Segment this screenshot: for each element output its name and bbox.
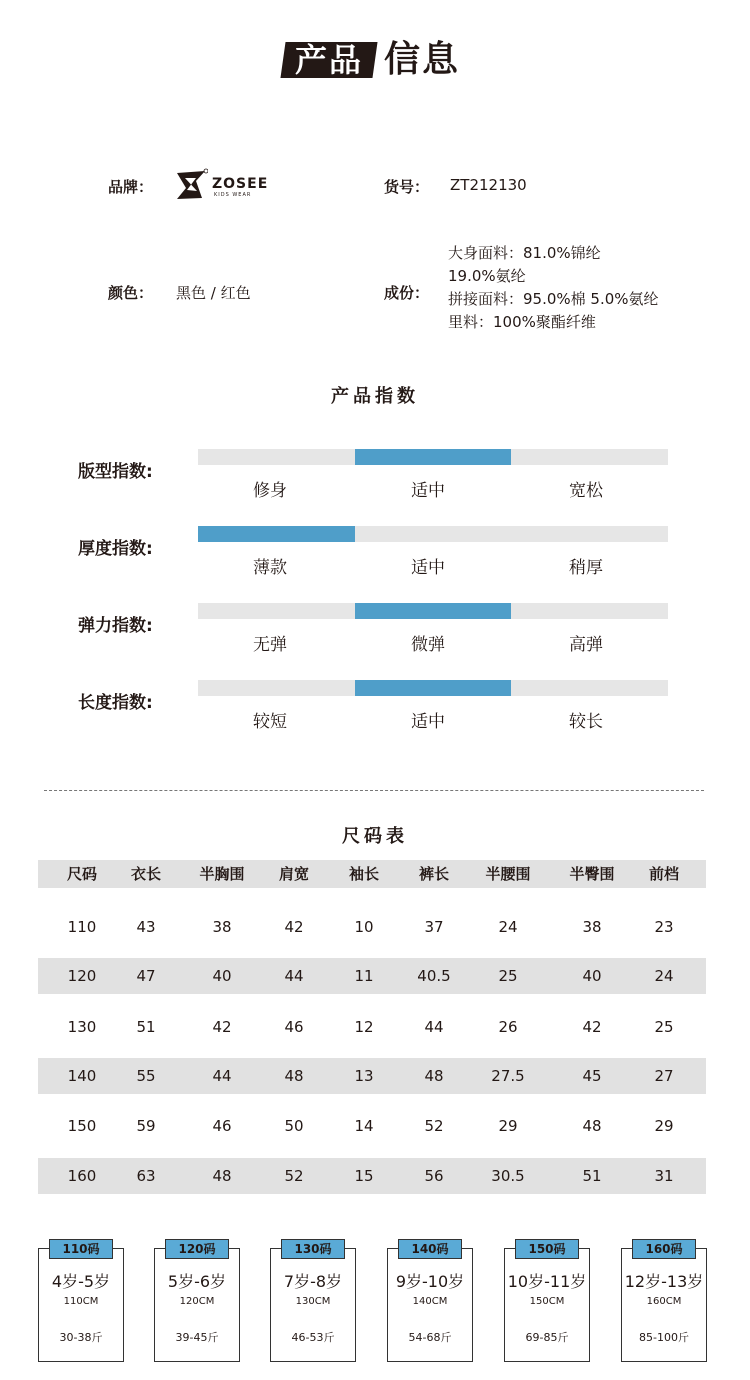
age-card-tag: 160码 bbox=[632, 1239, 696, 1259]
age-card-tag: 110码 bbox=[49, 1239, 113, 1259]
index-bar-track bbox=[198, 526, 668, 542]
age-card-height: 140CM bbox=[412, 1296, 448, 1307]
table-cell: 48 bbox=[424, 1067, 444, 1085]
age-card-height: 110CM bbox=[63, 1296, 99, 1307]
table-cell: 51 bbox=[136, 1018, 156, 1036]
age-card bbox=[504, 1242, 590, 1362]
composition-line: 19.0%氨纶 bbox=[448, 267, 526, 285]
table-cell: 14 bbox=[354, 1117, 374, 1135]
age-card-age: 12岁-13岁 bbox=[624, 1272, 704, 1291]
age-card-height: 120CM bbox=[179, 1296, 215, 1307]
age-card-tag: 150码 bbox=[515, 1239, 579, 1259]
index-bar-track bbox=[198, 449, 668, 465]
table-header-cell: 半胸围 bbox=[199, 865, 245, 883]
age-card-tag: 120码 bbox=[165, 1239, 229, 1259]
index-option: 宽松 bbox=[569, 481, 603, 501]
table-cell: 42 bbox=[284, 918, 304, 936]
dashed-divider bbox=[44, 790, 704, 791]
table-cell: 29 bbox=[654, 1117, 674, 1135]
table-row bbox=[38, 1009, 706, 1045]
color-label: 颜色： bbox=[108, 284, 154, 302]
table-cell: 48 bbox=[582, 1117, 602, 1135]
index-bar-fill bbox=[355, 449, 512, 465]
age-card bbox=[621, 1242, 707, 1362]
table-row bbox=[38, 1058, 706, 1094]
age-card-weight: 46-53斤 bbox=[291, 1331, 335, 1344]
table-cell: 44 bbox=[284, 967, 304, 985]
index-label: 弹力指数: bbox=[78, 616, 153, 636]
brand-label: 品牌： bbox=[108, 178, 154, 196]
index-option: 较短 bbox=[253, 712, 287, 732]
age-card-tag: 130码 bbox=[281, 1239, 345, 1259]
age-card bbox=[154, 1242, 240, 1362]
table-cell: 56 bbox=[424, 1167, 444, 1185]
index-label: 长度指数: bbox=[78, 693, 153, 713]
index-option: 适中 bbox=[411, 481, 445, 501]
table-cell: 24 bbox=[498, 918, 518, 936]
index-option: 薄款 bbox=[253, 558, 287, 578]
table-cell: 130 bbox=[67, 1018, 97, 1036]
table-row bbox=[38, 909, 706, 945]
table-cell: 44 bbox=[424, 1018, 444, 1036]
table-header-cell: 半腰围 bbox=[485, 865, 531, 883]
table-cell: 52 bbox=[424, 1117, 444, 1135]
index-label: 厚度指数: bbox=[78, 539, 153, 559]
composition-line: 拼接面料：95.0%棉 5.0%氨纶 bbox=[448, 290, 659, 308]
table-row bbox=[38, 1108, 706, 1144]
age-card bbox=[38, 1242, 124, 1362]
table-cell: 27.5 bbox=[491, 1067, 525, 1085]
logo-subtitle: KIDS WEAR bbox=[214, 192, 252, 198]
table-cell: 12 bbox=[354, 1018, 374, 1036]
age-card-weight: 85-100斤 bbox=[639, 1331, 689, 1344]
age-card-weight: 30-38斤 bbox=[59, 1331, 103, 1344]
table-cell: 42 bbox=[582, 1018, 602, 1036]
table-cell: 37 bbox=[424, 918, 444, 936]
table-header-cell: 前档 bbox=[648, 865, 679, 883]
age-card-height: 150CM bbox=[529, 1296, 565, 1307]
table-header-cell: 裤长 bbox=[418, 865, 449, 883]
table-cell: 160 bbox=[67, 1167, 97, 1185]
table-cell: 25 bbox=[498, 967, 518, 985]
brand-logo bbox=[174, 168, 274, 202]
table-cell: 63 bbox=[136, 1167, 156, 1185]
composition-line: 里料：100%聚酯纤维 bbox=[448, 313, 596, 331]
table-cell: 52 bbox=[284, 1167, 304, 1185]
index-label: 版型指数: bbox=[78, 462, 153, 482]
table-header-cell: 肩宽 bbox=[278, 865, 309, 883]
table-cell: 150 bbox=[67, 1117, 97, 1135]
age-card-age: 7岁-8岁 bbox=[283, 1272, 343, 1291]
composition-line: 大身面料：81.0%锦纶 bbox=[448, 244, 601, 262]
table-cell: 24 bbox=[654, 967, 674, 985]
sku-label: 货号： bbox=[384, 178, 430, 196]
table-cell: 48 bbox=[212, 1167, 232, 1185]
table-header-cell: 衣长 bbox=[130, 865, 161, 883]
table-header-cell: 袖长 bbox=[348, 865, 379, 883]
index-bar-fill bbox=[355, 680, 512, 696]
age-card bbox=[387, 1242, 473, 1362]
sku-value: ZT212130 bbox=[450, 176, 527, 194]
table-cell: 45 bbox=[582, 1067, 602, 1085]
table-cell: 26 bbox=[498, 1018, 518, 1036]
table-row bbox=[38, 1158, 706, 1194]
table-header-cell: 尺码 bbox=[66, 865, 97, 883]
index-option: 无弹 bbox=[253, 635, 287, 655]
table-cell: 11 bbox=[354, 967, 374, 985]
table-cell: 51 bbox=[582, 1167, 602, 1185]
index-bar-fill bbox=[355, 603, 512, 619]
index-option: 高弹 bbox=[569, 635, 603, 655]
table-cell: 13 bbox=[354, 1067, 374, 1085]
table-cell: 43 bbox=[136, 918, 156, 936]
table-cell: 40.5 bbox=[417, 967, 451, 985]
index-option: 微弹 bbox=[411, 635, 445, 655]
table-cell: 29 bbox=[498, 1117, 518, 1135]
index-option: 稍厚 bbox=[569, 558, 603, 578]
table-cell: 55 bbox=[136, 1067, 156, 1085]
table-cell: 120 bbox=[67, 967, 97, 985]
table-row bbox=[38, 958, 706, 994]
zosee-logo-icon bbox=[174, 168, 208, 202]
table-cell: 30.5 bbox=[491, 1167, 525, 1185]
color-value: 黑色 / 红色 bbox=[176, 284, 251, 302]
table-cell: 140 bbox=[67, 1067, 97, 1085]
index-option: 适中 bbox=[411, 712, 445, 732]
index-section-title: 产品指数 bbox=[331, 386, 419, 407]
table-cell: 25 bbox=[654, 1018, 674, 1036]
age-card-age: 9岁-10岁 bbox=[395, 1272, 465, 1291]
age-card-age: 4岁-5岁 bbox=[51, 1272, 111, 1291]
table-cell: 48 bbox=[284, 1067, 304, 1085]
age-card bbox=[270, 1242, 356, 1362]
size-section-title: 尺码表 bbox=[342, 826, 408, 847]
table-cell: 38 bbox=[582, 918, 602, 936]
page-title bbox=[0, 38, 750, 88]
table-cell: 46 bbox=[212, 1117, 232, 1135]
index-option: 适中 bbox=[411, 558, 445, 578]
index-option: 修身 bbox=[253, 481, 287, 501]
table-cell: 38 bbox=[212, 918, 232, 936]
table-cell: 10 bbox=[354, 918, 374, 936]
table-cell: 31 bbox=[654, 1167, 674, 1185]
age-card-age: 10岁-11岁 bbox=[507, 1272, 587, 1291]
age-card-tag: 140码 bbox=[398, 1239, 462, 1259]
table-cell: 23 bbox=[654, 918, 674, 936]
table-cell: 40 bbox=[582, 967, 602, 985]
table-cell: 59 bbox=[136, 1117, 156, 1135]
title-part2: 信息 bbox=[384, 39, 461, 80]
index-bar-track bbox=[198, 603, 668, 619]
index-bar-track bbox=[198, 680, 668, 696]
age-card-height: 130CM bbox=[295, 1296, 331, 1307]
composition-label: 成份： bbox=[384, 284, 430, 302]
index-option: 较长 bbox=[569, 712, 603, 732]
table-cell: 110 bbox=[67, 918, 97, 936]
title-part1: 产品 bbox=[294, 41, 363, 79]
table-cell: 40 bbox=[212, 967, 232, 985]
table-cell: 15 bbox=[354, 1167, 374, 1185]
table-header-cell: 半臀围 bbox=[569, 865, 615, 883]
age-card-height: 160CM bbox=[646, 1296, 682, 1307]
logo-wordmark: ZOSEE bbox=[212, 176, 269, 192]
table-cell: 46 bbox=[284, 1018, 304, 1036]
age-card-weight: 69-85斤 bbox=[525, 1331, 569, 1344]
table-cell: 44 bbox=[212, 1067, 232, 1085]
age-card-weight: 54-68斤 bbox=[408, 1331, 452, 1344]
age-card-weight: 39-45斤 bbox=[175, 1331, 219, 1344]
table-header-row bbox=[38, 860, 706, 888]
table-cell: 50 bbox=[284, 1117, 304, 1135]
table-cell: 42 bbox=[212, 1018, 232, 1036]
age-card-age: 5岁-6岁 bbox=[167, 1272, 227, 1291]
composition-list bbox=[448, 242, 659, 334]
table-cell: 47 bbox=[136, 967, 156, 985]
index-bar-fill bbox=[198, 526, 355, 542]
table-cell: 27 bbox=[654, 1067, 674, 1085]
